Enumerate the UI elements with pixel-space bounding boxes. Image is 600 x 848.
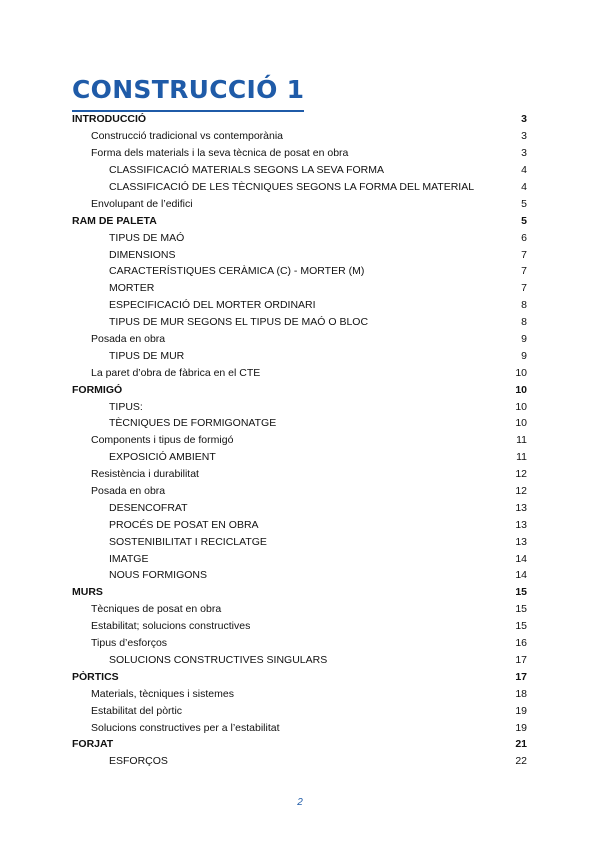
toc-entry[interactable] [72, 347, 527, 364]
toc-entry-page: 7 [521, 248, 527, 261]
toc-entry-title: Posada en obra [91, 333, 166, 346]
toc-entry[interactable] [72, 753, 527, 770]
toc-entry[interactable] [72, 229, 527, 246]
toc-entry[interactable] [72, 331, 527, 348]
toc-entry[interactable] [72, 314, 527, 331]
toc-entry[interactable] [72, 635, 527, 652]
toc-entry-page: 17 [515, 670, 527, 683]
toc-entry-page: 4 [521, 164, 527, 177]
toc-entry[interactable] [72, 499, 527, 516]
toc-entry-title: ESFORÇOS [109, 755, 168, 768]
toc-entry[interactable] [72, 212, 527, 229]
toc-entry-page: 14 [515, 569, 527, 582]
toc-entry-title: SOLUCIONS CONSTRUCTIVES SINGULARS [109, 653, 328, 666]
toc-entry-page: 9 [521, 333, 527, 346]
toc-entry-title: CLASSIFICACIÓ DE LES TÈCNIQUES SEGONS LA FORMA DEL MATERIAL [109, 181, 475, 193]
toc-entry-page: 10 [515, 417, 527, 430]
toc-entry-title: TÈCNIQUES DE FORMIGONATGE [109, 417, 277, 430]
toc-entry[interactable] [72, 280, 527, 297]
toc-entry-title: SOSTENIBILITAT I RECICLATGE [109, 535, 267, 548]
toc-entry-page: 18 [515, 687, 527, 700]
toc-entry-page: 11 [516, 434, 527, 447]
toc-entry[interactable] [72, 432, 527, 449]
toc-entry[interactable] [72, 263, 527, 280]
toc-entry-title: Materials, tècniques i sistemes [91, 687, 234, 700]
toc-entry-title: MORTER [109, 282, 155, 295]
toc-entry-page: 15 [515, 586, 527, 599]
toc-entry-title: DIMENSIONS [109, 248, 176, 261]
toc-entry-title: Estabilitat del pòrtic [91, 704, 183, 717]
toc-entry[interactable] [72, 736, 527, 753]
toc-entry-title: EXPOSICIÓ AMBIENT [109, 451, 216, 464]
toc-entry-page: 13 [515, 518, 527, 531]
toc-entry-title: IMATGE [109, 552, 149, 565]
toc-entry-page: 16 [515, 637, 527, 650]
toc-entry-title: TIPUS DE MUR [109, 349, 185, 362]
page-number: 2 [297, 797, 303, 808]
table-of-contents [72, 111, 527, 770]
toc-entry-title: MURS [72, 586, 103, 599]
toc-entry-title: TIPUS DE MUR SEGONS EL TIPUS DE MAÓ O BLOC [109, 316, 369, 329]
toc-entry-page: 17 [515, 653, 527, 666]
toc-entry-title: Envolupant de l’edifici [91, 197, 193, 210]
toc-entry-title: NOUS FORMIGONS [109, 569, 208, 582]
toc-entry[interactable] [72, 145, 527, 162]
toc-entry-page: 21 [515, 738, 527, 751]
toc-entry-page: 22 [515, 755, 527, 768]
toc-entry-title: Tècniques de posat en obra [91, 603, 222, 616]
toc-entry-title: Posada en obra [91, 485, 166, 498]
toc-entry-page: 7 [521, 282, 527, 295]
toc-entry-page: 4 [521, 181, 527, 193]
toc-entry-page: 15 [515, 603, 527, 616]
toc-entry-page: 11 [516, 451, 527, 464]
toc-entry[interactable] [72, 364, 527, 381]
toc-entry[interactable] [72, 685, 527, 702]
toc-entry-page: 3 [521, 130, 527, 143]
toc-entry[interactable] [72, 195, 527, 212]
toc-entry-title: CLASSIFICACIÓ MATERIALS SEGONS LA SEVA FORMA [109, 164, 385, 177]
toc-entry[interactable] [72, 297, 527, 314]
toc-entry[interactable] [72, 533, 527, 550]
toc-entry[interactable] [72, 128, 527, 145]
toc-entry-title: FORMIGÓ [72, 383, 123, 396]
toc-entry-page: 3 [521, 147, 527, 160]
toc-entry-page: 5 [521, 214, 527, 227]
toc-entry[interactable] [72, 398, 527, 415]
toc-entry-page: 19 [515, 704, 527, 717]
toc-entry[interactable] [72, 111, 527, 128]
toc-entry-page: 14 [515, 552, 527, 565]
toc-entry-page: 12 [515, 485, 527, 498]
toc-entry[interactable] [72, 179, 527, 196]
toc-entry-page: 10 [515, 366, 527, 379]
toc-entry-title: PROCÉS DE POSAT EN OBRA [109, 518, 259, 531]
toc-entry[interactable] [72, 702, 527, 719]
toc-entry[interactable] [72, 415, 527, 432]
toc-entry-title: La paret d’obra de fàbrica en el CTE [91, 366, 261, 379]
toc-entry-page: 15 [515, 620, 527, 633]
toc-entry-title: PÒRTICS [72, 670, 119, 683]
toc-entry[interactable] [72, 719, 527, 736]
toc-entry-title: Estabilitat; solucions constructives [91, 620, 251, 633]
toc-entry-page: 7 [521, 265, 527, 278]
toc-entry[interactable] [72, 483, 527, 500]
toc-entry-page: 9 [521, 349, 527, 362]
toc-entry-page: 5 [521, 197, 527, 210]
toc-entry-title: DESENCOFRAT [109, 501, 188, 514]
toc-entry-title: CARACTERÍSTIQUES CERÀMICA (C) - MORTER (M) [109, 265, 365, 278]
toc-entry[interactable] [72, 652, 527, 669]
toc-entry-page: 10 [515, 383, 527, 396]
toc-entry[interactable] [72, 567, 527, 584]
toc-entry-title: Tipus d’esforços [91, 637, 168, 650]
toc-entry-page: 8 [521, 299, 527, 312]
toc-entry-page: 8 [521, 316, 527, 329]
toc-entry-page: 13 [515, 501, 527, 514]
toc-entry[interactable] [72, 516, 527, 533]
toc-entry[interactable] [72, 246, 527, 263]
toc-entry-title: ESPECIFICACIÓ DEL MORTER ORDINARI [109, 299, 316, 312]
toc-entry[interactable] [72, 584, 527, 601]
toc-entry[interactable] [72, 550, 527, 567]
toc-entry[interactable] [72, 381, 527, 398]
toc-entry-title: Components i tipus de formigó [91, 434, 234, 447]
toc-entry-title: Solucions constructives per a l’estabilitat [91, 721, 280, 734]
toc-entry[interactable] [72, 162, 527, 179]
toc-entry-title: TIPUS: [109, 400, 143, 413]
toc-entry-page: 3 [521, 113, 527, 126]
toc-entry-page: 12 [515, 468, 527, 481]
toc-entry-title: FORJAT [72, 738, 114, 751]
toc-entry-title: RAM DE PALETA [72, 214, 157, 227]
toc-entry-title: Resistència i durabilitat [91, 468, 199, 481]
toc-entry[interactable] [72, 601, 527, 618]
toc-entry-title: TIPUS DE MAÓ [109, 231, 185, 244]
toc-entry-title: INTRODUCCIÓ [72, 113, 147, 126]
toc-entry[interactable] [72, 449, 527, 466]
toc-entry[interactable] [72, 618, 527, 635]
toc-entry-title: Construcció tradicional vs contemporània [91, 130, 284, 143]
toc-entry-page: 13 [515, 535, 527, 548]
page-title: CONSTRUCCIÓ 1 [72, 70, 304, 112]
toc-entry-page: 10 [515, 400, 527, 413]
toc-entry-page: 6 [521, 231, 527, 244]
toc-entry-title: Forma dels materials i la seva tècnica de posat en obra [91, 147, 349, 160]
toc-entry[interactable] [72, 466, 527, 483]
toc-entry-page: 19 [515, 721, 527, 734]
toc-entry[interactable] [72, 668, 527, 685]
